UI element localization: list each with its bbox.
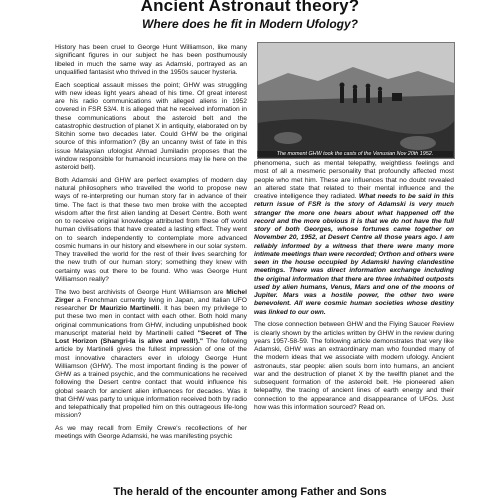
paragraph-text: phenomena, such as mental telepathy, weightless feelings and most of all a mesmeric personality that profoundly affected most people who met him. These are influences that no doubt revealed an altered state that related to their mental influence and the creative intelligence they radiated. <box>254 160 454 200</box>
emphasis-text: What needs to be said in this return issue of FSR is the story of Adamski is very much stranger the more one hears about what happened off the record and the more obvious it is that we do not have the full story of both Georges, whose fortunes came together on November 20, 1952, at Desert Centre all those years ago. I am reliably informed by a witness that there were many more intimate meetings than were recorded; Orthon and others were seen in the house occupied by Adamski having clandestine meetings. There was direct information exchange including the original information that there are three inhabited outposts used by alien humans, Venus, Mars and one of the moons of Jupiter. Mars was a hostile power, the other two were benevolent. All were cosmic human societies whose destiny was linked to our own. <box>254 193 454 316</box>
paragraph: Both Adamski and GHW are perfect examples of modern day natural philosophers who travelled the world to propose new ways of re-interpreting our human story far in advance of their time. The fact is that these two men broke with the accepted wisdom after the first alien landing at Desert Centre. Both went on to receive original knowledge attributed from these off world human civilisations that have created a lasting effect. They went on to search independently to contemplate more advanced cosmic humans in our history and elsewhere in our solar system. They travelled the world for the rest of their lives searching for the new truth of our human story; something they knew with certainty was out there to be found. Who was George Hunt Williamson really? <box>55 176 247 283</box>
right-column <box>254 160 454 476</box>
desert-scene-image <box>258 43 454 158</box>
article-title: Ancient Astronaut theory? <box>140 0 360 15</box>
paragraph: The close connection between GHW and the Flying Saucer Review is clearly shown by the articles written by GHW in the review during years 1957-58-59. The following article demonstrates that very like Adamski, GHW was an extraordinary man who founded many of the modern ideas that we associate with modern ufology. Ancient astronauts, star people: alien souls born into humans, an ancient war and the destruction of planet X by the twelfth planet and the subsequent formation of the asteroid belt. He pioneered alien telepathy, the tracing of ancient lines of earth energy and their connection to the appearance and disappearance of UFOs. Just how was this information sourced? Read on. <box>254 321 454 411</box>
paragraph-text: a Frenchman currently living in Japan, and Italian UFO researcher <box>55 296 247 312</box>
article-subtitle: Where does he fit in Modern Ufology? <box>142 17 358 31</box>
paragraph-text: The two best archivists of George Hunt Williamson are <box>55 288 227 296</box>
person-name: Michel Zirger <box>55 288 247 304</box>
paragraph-text: . It has been my privilege to put these two men in contact with each other. Both hold many original communications from GHW, including unpublished book manuscript material held by Martinelli called <box>55 305 247 337</box>
paragraph: As we may recall from Emily Crewe's recollections of her meetings with George Adamski, he was manifesting psychic <box>55 425 247 441</box>
photo-caption: The moment GHW took the casts of the Venusian Nov 20th 1952. <box>257 151 453 157</box>
paragraph-text: The following article by Martinelli gives the fullest impression of one of the most innovative characters ever in ufology George Hunt Williamson (GHW). The most important finding is the power of GHW as a trained psychic, and the communications he received following the Desert centre contact that would influence his global search for ancient alien influences for decades. Was it that GHW was party to unique information received both by radio and telepathically that propelled him on this outrageous life-long mission? <box>55 338 247 420</box>
left-column <box>55 44 247 476</box>
paragraph <box>55 289 247 421</box>
person-name: Dr Maurizio Martinelli <box>89 305 160 312</box>
paragraph <box>254 160 454 317</box>
book-title: "Secret of The Lost Horizon (Shangri-la is alive and well!)." <box>55 329 247 345</box>
next-article-heading: The herald of the encounter among Father and Sons <box>113 486 387 498</box>
paragraph: History has been cruel to George Hunt Williamson, like many significant figures in our subject he has been posthumously libeled in much the same way as Adamski, portrayed as an unqualified fantasist who thrived in the 1950s saucer hysteria. <box>55 44 247 76</box>
paragraph: Each sceptical assault misses the point; GHW was struggling with new ideas light years ahead of his time. Of great interest are his radio communications with alleged aliens in 1952 covered in FSR 53/4. It is alleged that he received information in these communications about the asteroid belt and the catastrophic destruction of planet X in antiquity, elaborated on by Sitchin some two decades later. Could GHW be the original source of this information? (By an uncanny twist of fate in this issue Malaysian ufologist Ahmad Jumiladin proposes that the window responsible for humanoid incursions may lie here on the asteroid belt). <box>55 81 247 171</box>
desert-photo <box>257 42 455 159</box>
